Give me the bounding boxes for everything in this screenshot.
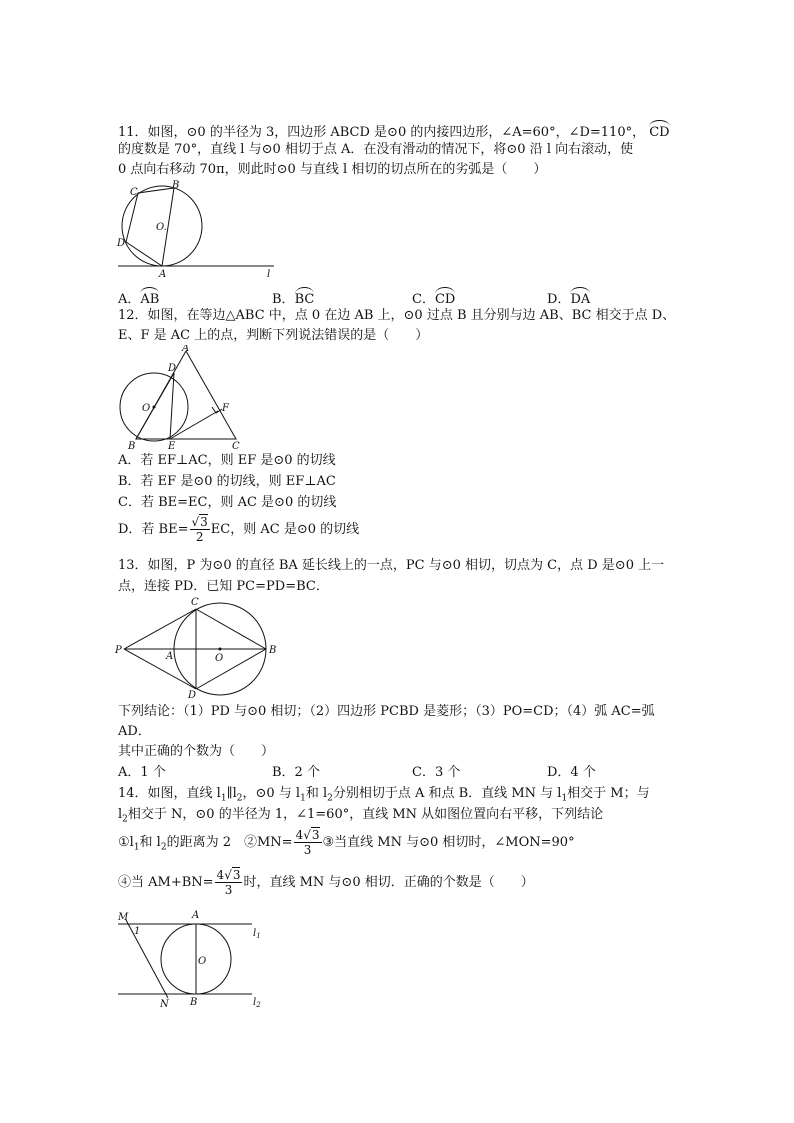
text: 的距离为 2 ②MN= [166,835,293,850]
option-key: B． [272,292,295,307]
q13-option-b[interactable]: B．2 个 [272,765,320,780]
line-mn [126,920,168,998]
option-d-prefix: D．若 BE= [118,522,189,537]
subscript: 1 [300,793,306,804]
q14-conclusion-4 [118,866,534,900]
subscript: 1 [561,793,568,804]
label-n: N [160,999,169,1010]
label-a: A [192,910,200,921]
text: 相交于 N，⊙0 的半径为 1，∠1=60°，直线 MN 从如图位置向右平移，下列结论 [127,807,604,822]
subscript: 2 [236,793,243,804]
q13-line-3: 下列结论：（1）PD 与⊙0 相切；（2）四边形 PCBD 是菱形；（3）PO=CD；（4）弧 AC=弧 [118,704,655,719]
subscript: 2 [122,814,128,825]
q11-line-1 [118,120,670,142]
label-a: A [159,269,167,280]
label-c: C [232,441,240,451]
fraction-numerator: √3 [191,515,208,529]
label-d: D [168,363,177,374]
label-d: D [117,238,126,249]
q11-line-3: 0 点向右移动 70π，则此时⊙0 与直线 l 相切的切点所在的劣弧是（ ） [118,162,547,177]
text: ∥l [226,786,237,801]
label-p: P [115,645,122,656]
option-arc: DA [570,287,590,309]
label-c: C [130,187,138,198]
q12-figure [112,345,252,451]
label-o: O [142,403,151,414]
q11-figure [112,180,282,280]
q12-option-a[interactable]: A．若 EF⊥AC，则 EF 是⊙0 的切线 [118,453,336,468]
label-l2 [253,997,261,1009]
option-key: D． [547,292,571,307]
q13-option-a[interactable]: A．1 个 [118,765,166,780]
fraction-4sqrt3-over-3 [294,828,322,857]
fraction-numerator: 4√3 [216,868,241,882]
q11-option-d[interactable] [547,287,590,309]
radicand: 3 [311,828,320,842]
subscript: 1 [133,842,140,853]
text: 时，直线 MN 与⊙0 相切．正确的个数是（ ） [243,875,534,890]
q13-line-5: 其中正确的个数为（ ） [118,744,275,759]
label-b: B [269,645,277,656]
text: ④当 AM+BN= [118,875,214,890]
subscript: 1 [220,793,227,804]
q14-figure [112,906,272,1010]
label-a: A [182,345,190,354]
label-b: B [190,997,198,1008]
label-angle-1: 1 [134,926,141,937]
q12-option-c[interactable]: C．若 BE=EC，则 AC 是⊙0 的切线 [118,495,337,510]
text: 和 l [305,786,328,801]
q11-option-a[interactable] [118,287,159,309]
label-o: O [198,956,207,967]
radicand: 3 [200,515,208,529]
q13-figure [112,597,292,699]
label-d: D [188,690,197,699]
label-l: l [267,269,271,280]
fraction-denominator: 3 [303,843,312,857]
option-d-suffix: EC，则 AC 是⊙0 的切线 [210,522,360,537]
text: ①l [118,835,134,850]
q13-line-2: 点，连接 PD．已知 PC=PD=BC． [118,579,329,594]
segment-pc [124,609,196,649]
q13-option-d[interactable]: D．4 个 [547,765,596,780]
text: ③当直线 MN 与⊙0 相切时，∠MON=90° [322,835,575,850]
q12-option-d[interactable] [118,515,359,545]
q14-conclusions-1-3 [118,826,575,865]
subscript: 2 [256,1001,261,1009]
segment-ef [170,411,218,439]
segment-pd [124,649,196,689]
q12-line-2: E、F 是 AC 上的点，判断下列说法错误的是（ ） [118,328,429,343]
q11-text-1: 11．如图，⊙0 的半径为 3，四边形 ABCD 是⊙0 的内接四边形，∠A=60°，∠D=110°， [118,125,646,140]
fraction-4sqrt3-over-3 [215,868,243,897]
center-dot [153,406,156,409]
subscript: 2 [327,793,333,804]
q12-line-1: 12．如图，在等边△ABC 中，点 0 在边 AB 上，⊙0 过点 B 且分别与边 AB、BC 相交于点 D、 [118,308,676,323]
text: 和 l [139,835,161,850]
text: 分别相切于点 A 和点 B．直线 MN 与 l [332,786,562,801]
fraction-numerator: 4√3 [295,828,320,842]
label-b: B [128,441,136,451]
subscript: 1 [256,932,261,940]
option-arc: AB [140,287,159,309]
option-key: A． [118,292,141,307]
label-f: F [222,403,229,414]
fraction-sqrt3-over-2 [190,515,210,544]
label-b: B [172,180,180,191]
segment-de [170,373,174,439]
letter: l [253,928,257,939]
segment-cb [196,609,266,649]
q11-line-2: 的度数是 70°，直线 l 与⊙0 相切于点 A．在没有滑动的情况下，将⊙0 沿 l 向右滚动，使 [118,142,634,157]
label-o: O. [156,222,167,233]
option-key: C． [412,292,435,307]
q11-option-b[interactable] [272,287,314,309]
q13-line-1: 13．如图，P 为⊙0 的直径 BA 延长线上的一点，PC 与⊙0 相切，切点为 C，点 D 是⊙0 上一 [118,558,665,573]
q14-line-1 [118,785,650,808]
text: ，⊙0 与 l [242,786,301,801]
subscript: 2 [160,842,167,853]
coefficient: 4 [216,868,225,882]
segment-db [196,649,266,689]
option-arc: CD [435,287,455,309]
label-l1 [253,928,261,940]
center-dot [219,648,222,651]
fraction-denominator: 2 [195,530,204,544]
q11-arc-cd: CD [649,120,669,142]
fraction-denominator: 3 [224,883,233,897]
text: l [118,807,123,822]
q13-line-4: AD． [118,724,151,739]
radicand: 3 [232,868,241,882]
q11-option-c[interactable] [412,287,455,309]
label-a: A [166,651,174,662]
q12-option-b[interactable]: B．若 EF 是⊙0 的切线，则 EF⊥AC [118,474,336,489]
label-e: E [168,441,176,451]
option-arc: BC [295,287,315,309]
letter: l [253,997,257,1008]
q13-option-c[interactable]: C．3 个 [412,765,461,780]
text: 相交于 M；与 [567,786,650,801]
coefficient: 4 [295,828,304,842]
label-o: O [215,653,224,664]
text: 14．如图，直线 l [118,786,221,801]
label-c: C [191,597,199,608]
label-m: M [118,912,129,923]
